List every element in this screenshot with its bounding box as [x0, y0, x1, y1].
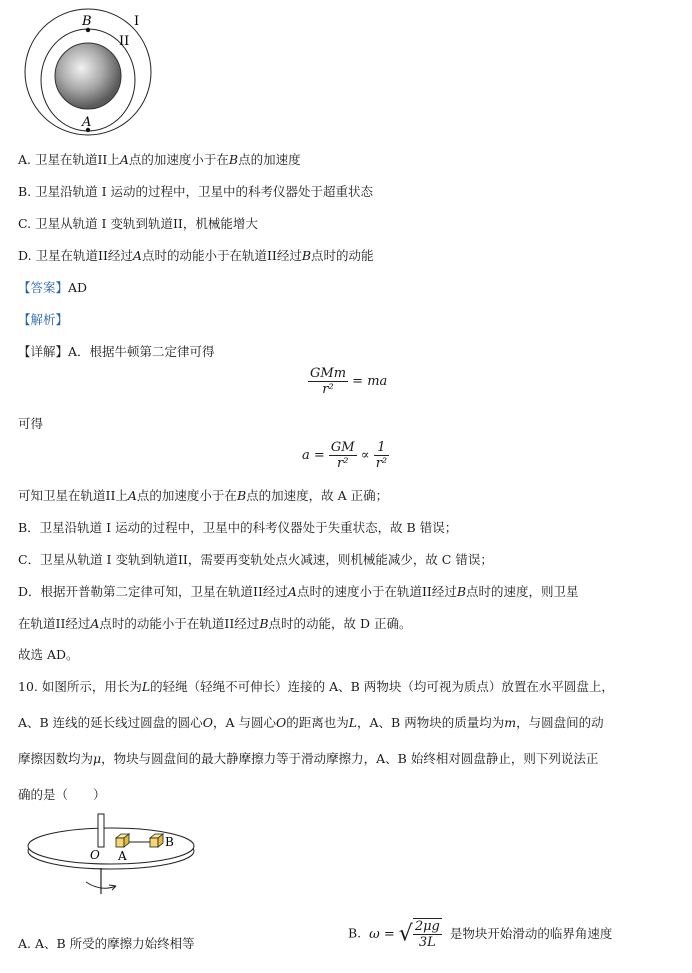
detail-line: 【详解】A．根据牛顿第二定律可得 — [18, 344, 215, 359]
explanation-d-line2: 在轨道II经过A点时的动能小于在轨道II经过B点时的动能，故 D 正确。 — [18, 616, 412, 631]
sqrt-expression: √ $\frac{2\mu g}{3L}$ — [398, 919, 440, 950]
analysis-tag: 【解析】 — [18, 312, 69, 327]
equation-newton: $\frac{\text{GMm}}{\text{r²}}$ = ma — [310, 366, 388, 397]
disk-label-O: O — [90, 848, 100, 862]
q9-option-b: B. 卫星沿轨道 I 运动的过程中，卫星中的科考仪器处于超重状态 — [18, 184, 374, 199]
label-B: B — [82, 14, 92, 29]
q9-option-d: D. 卫星在轨道II经过A点时的动能小于在轨道II经过B点时的动能 — [18, 248, 374, 263]
disk-label-B: B — [165, 835, 174, 849]
planet — [55, 43, 121, 109]
q10-line1: 10. 如图所示，用长为L的轻绳（轻绳不可伸长）连接的 A、B 两物块（均可视为质点）放置在水平圆盘上， — [18, 679, 614, 694]
label-I: I — [134, 14, 140, 29]
label-A: A — [82, 115, 92, 130]
disk-label-A: A — [118, 849, 127, 863]
explanation-a: 可知卫星在轨道II上A点的加速度小于在B点的加速度，故 A 正确； — [18, 488, 389, 503]
orbit-figure — [18, 8, 163, 136]
kede-text: 可得 — [18, 416, 44, 431]
disk-figure — [16, 812, 206, 902]
label-II: II — [119, 34, 130, 49]
block-A — [116, 834, 129, 847]
explanation-c: C．卫星从轨道 I 变轨到轨道II，需要再变轨处点火减速，则机械能减少，故 C 错误； — [18, 552, 493, 567]
answer-value: AD — [68, 280, 88, 295]
block-B — [150, 834, 163, 847]
q9-option-c: C. 卫星从轨道 I 变轨到轨道II，机械能增大 — [18, 216, 258, 231]
conclusion: 故选 AD。 — [18, 647, 79, 662]
q10-line4: 确的是（ ） — [18, 787, 106, 802]
axle-top — [98, 814, 104, 847]
detail-tag: 【详解】 — [18, 344, 69, 359]
q10-line2: A、B 连线的延长线过圆盘的圆心O，A 与圆心O的距离也为L，A、B 两物块的质量均为m，与圆盘间的动 — [18, 715, 604, 730]
q10-line3: 摩擦因数均为μ，物块与圆盘间的最大静摩擦力等于滑动摩擦力，A、B 始终相对圆盘静止，则下列说法正 — [18, 751, 599, 766]
explanation-b: B．卫星沿轨道 I 运动的过程中，卫星中的科考仪器处于失重状态，故 B 错误； — [18, 520, 458, 535]
answer-line — [18, 278, 87, 296]
answer-tag: 【答案】 — [18, 280, 69, 295]
q10-option-b: B. ω = √ $\frac{2\mu g}{3L}$ 是物块开始滑动的临界角速度 — [348, 919, 613, 950]
q9-option-a: A. 卫星在轨道II上A点的加速度小于在B点的加速度 — [18, 152, 301, 167]
explanation-d-line1: D．根据开普勒第二定律可知，卫星在轨道II经过A点时的速度小于在轨道II经过B点时的速度，则卫星 — [18, 584, 579, 599]
q10-option-a: A. A、B 所受的摩擦力始终相等 — [18, 936, 195, 951]
equation-acceleration: a = $\frac{GM}{\text{r²}}$ ∝ $\frac{1}{\text{r²}}$ — [302, 440, 388, 471]
